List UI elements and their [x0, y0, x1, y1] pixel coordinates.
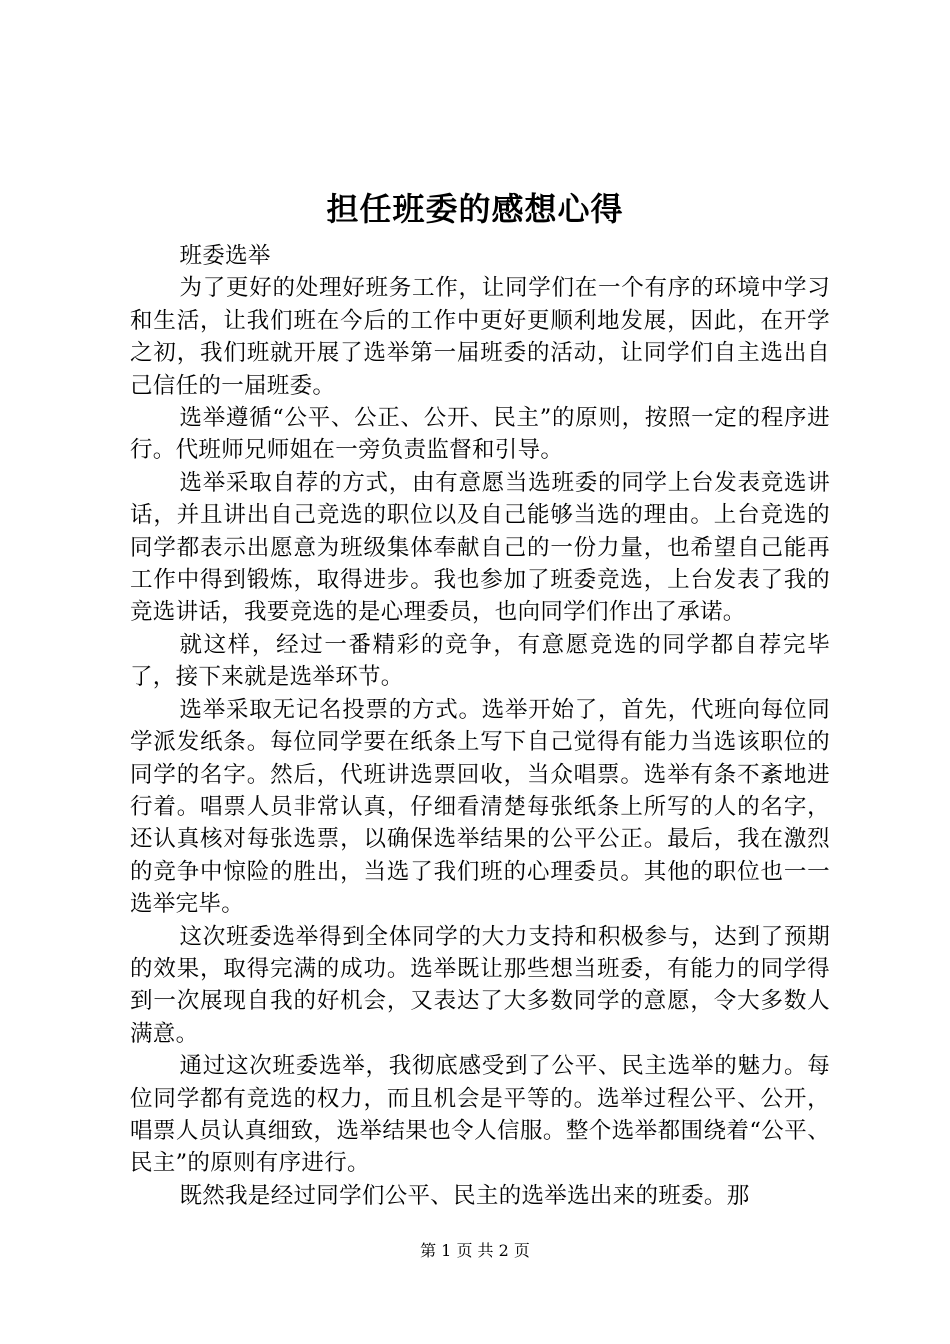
paragraph: 就这样，经过一番精彩的竞争，有意愿竞选的同学都自荐完毕了，接下来就是选举环节。: [130, 631, 830, 691]
paragraph: 选举采取无记名投票的方式。选举开始了，首先，代班向每位同学派发纸条。每位同学要在纸条上写下自己觉得有能力当选该职位的同学的名字。然后，代班讲选票回收，当众唱票。选举有条不紊地进行着。唱票人员非常认真，仔细看清楚每张纸条上所写的人的名字，还认真核对每张选票，以确保选举结果的公平公正。最后，我在激烈的竞争中惊险的胜出，当选了我们班的心理委员。其他的职位也一一选举完毕。: [130, 696, 830, 918]
paragraph: 选举采取自荐的方式，由有意愿当选班委的同学上台发表竞选讲话，并且讲出自己竞选的职位以及自己能够当选的理由。上台竞选的同学都表示出愿意为班级集体奉献自己的一份力量，也希望自己能再工作中得到锻炼，取得进步。我也参加了班委竞选，上台发表了我的竞选讲话，我要竞选的是心理委员，也向同学们作出了承诺。: [130, 469, 830, 626]
paragraph: 通过这次班委选举，我彻底感受到了公平、民主选举的魅力。每位同学都有竞选的权力，而且机会是平等的。选举过程公平、公开，唱票人员认真细致，选举结果也令人信服。整个选举都围绕着“公平、民主”的原则有序进行。: [130, 1053, 830, 1177]
document-title: 担任班委的感想心得: [326, 190, 624, 228]
paragraph: 这次班委选举得到全体同学的大力支持和积极参与，达到了预期的效果，取得完满的成功。选举既让那些想当班委，有能力的同学得到一次展现自我的好机会，又表达了大多数同学的意愿，令大多数人满意。: [130, 923, 830, 1047]
paragraph: 为了更好的处理好班务工作，让同学们在一个有序的环境中学习和生活，让我们班在今后的工作中更好更顺利地发展，因此，在开学之初，我们班就开展了选举第一届班委的活动，让同学们自主选出自己信任的一届班委。: [130, 275, 830, 399]
document-body: [130, 240, 830, 1212]
page-footer: 第 1 页 共 2 页: [420, 1241, 530, 1260]
section-heading: 班委选举: [179, 243, 271, 269]
paragraph: 既然我是经过同学们公平、民主的选举选出来的班委。那: [179, 1182, 750, 1209]
paragraph: 选举遵循“公平、公正、公开、民主”的原则，按照一定的程序进行。代班师兄师姐在一旁负责监督和引导。: [130, 405, 830, 464]
